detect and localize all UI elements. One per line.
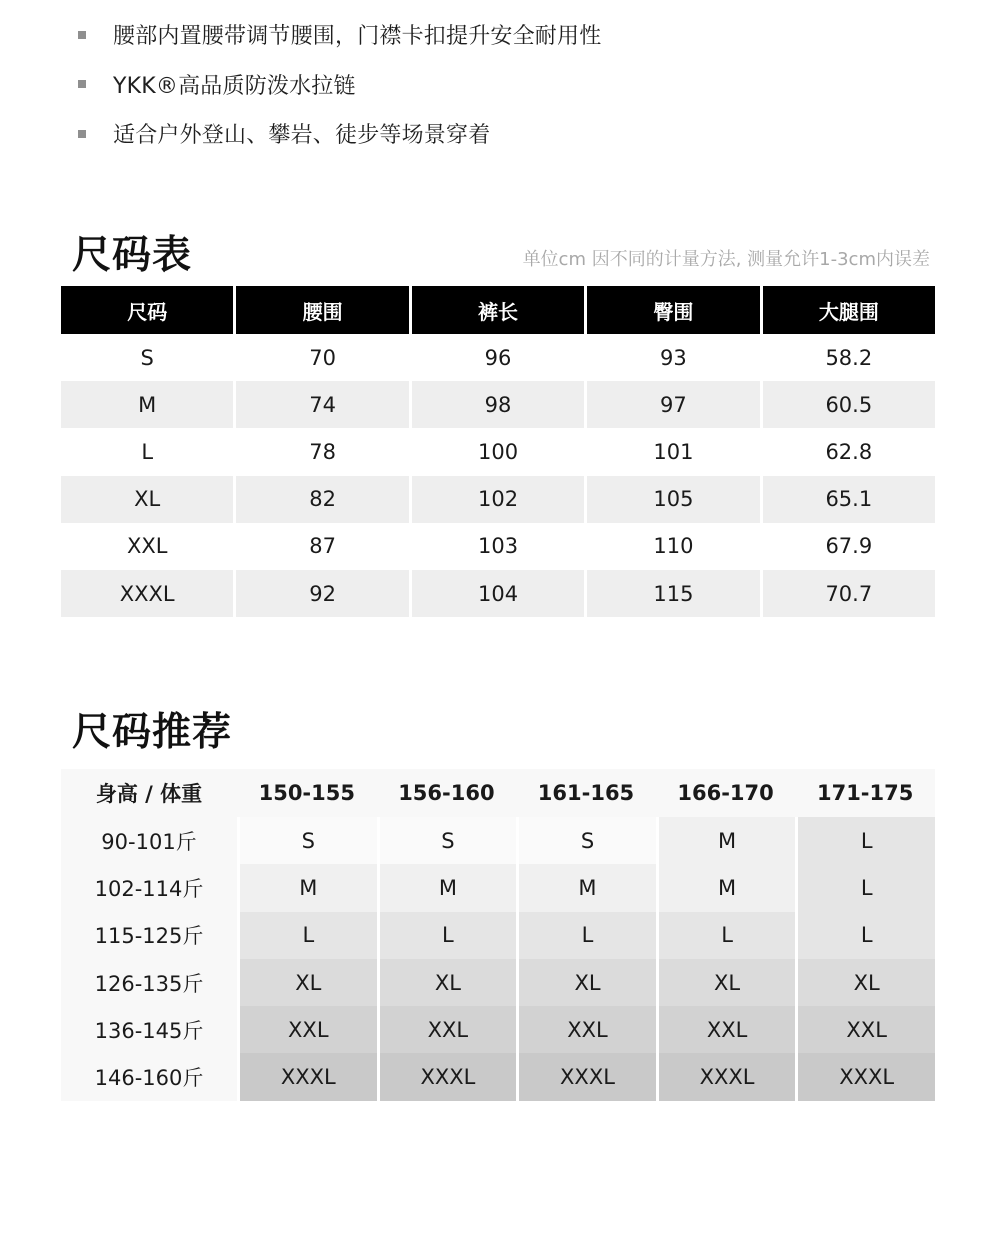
feature-text: 适合户外登山、攀岩、徒步等场景穿着 [113,123,491,149]
size-cell: M [61,381,233,428]
thigh-cell: 67.9 [763,523,935,570]
weight-range-label: 102-114斤 [61,864,237,911]
size-recommendation-table [61,769,935,1101]
height-range-header: 156-160 [377,769,517,817]
recommended-size-cell: XL [380,959,517,1006]
measurement-note: 单位cm 因不同的计量方法, 测量允许1-3cm内误差 [522,249,930,270]
column-header-hip: 臀围 [587,286,759,334]
length-cell: 96 [412,334,584,381]
feature-item [78,109,958,159]
recommended-size-cell: XL [659,959,796,1006]
recommended-size-cell: XL [798,959,935,1006]
recommended-size-cell: XXXL [519,1053,656,1100]
waist-cell: 70 [236,334,408,381]
waist-cell: 82 [236,476,408,523]
waist-cell: 78 [236,428,408,475]
column-header-size: 尺码 [61,286,233,334]
recommended-size-cell: L [519,912,656,959]
table-row [61,959,935,1006]
thigh-cell: 58.2 [763,334,935,381]
waist-cell: 87 [236,523,408,570]
table-row [61,570,935,617]
recommended-size-cell: XL [519,959,656,1006]
feature-item [78,60,958,110]
weight-range-label: 115-125斤 [61,912,237,959]
square-bullet-icon [78,130,86,138]
size-cell: XL [61,476,233,523]
recommended-size-cell: XXL [659,1006,796,1053]
thigh-cell: 60.5 [763,381,935,428]
size-chart-table [61,286,935,617]
recommended-size-cell: XXXL [798,1053,935,1100]
recommended-size-cell: M [659,864,796,911]
thigh-cell: 62.8 [763,428,935,475]
size-chart-header-row [61,286,935,334]
recommended-size-cell: XXL [240,1006,377,1053]
table-row [61,428,935,475]
recommended-size-cell: S [519,817,656,864]
recommended-size-cell: L [798,864,935,911]
recommendation-header-row [61,769,935,817]
table-row [61,864,935,911]
table-row [61,1006,935,1053]
waist-cell: 92 [236,570,408,617]
length-cell: 102 [412,476,584,523]
recommended-size-cell: M [659,817,796,864]
length-cell: 98 [412,381,584,428]
recommended-size-cell: L [798,912,935,959]
recommended-size-cell: XXXL [380,1053,517,1100]
recommended-size-cell: XXL [380,1006,517,1053]
hip-cell: 93 [587,334,759,381]
table-row [61,381,935,428]
feature-item [78,10,958,60]
square-bullet-icon [78,31,86,39]
table-row [61,1053,935,1100]
column-header-length: 裤长 [412,286,584,334]
recommended-size-cell: XXL [798,1006,935,1053]
size-recommendation-title: 尺码推荐 [72,710,233,755]
length-cell: 100 [412,428,584,475]
recommended-size-cell: M [380,864,517,911]
height-range-header: 161-165 [516,769,656,817]
weight-range-label: 136-145斤 [61,1006,237,1053]
recommended-size-cell: L [798,817,935,864]
recommended-size-cell: L [380,912,517,959]
table-row [61,912,935,959]
recommended-size-cell: XXXL [240,1053,377,1100]
table-row [61,523,935,570]
thigh-cell: 70.7 [763,570,935,617]
weight-range-label: 90-101斤 [61,817,237,864]
hip-cell: 101 [587,428,759,475]
recommended-size-cell: M [240,864,377,911]
height-range-header: 171-175 [795,769,935,817]
hip-cell: 97 [587,381,759,428]
weight-range-label: 146-160斤 [61,1053,237,1100]
recommended-size-cell: XXL [519,1006,656,1053]
recommended-size-cell: L [240,912,377,959]
size-chart-title: 尺码表 [72,233,193,278]
corner-label: 身高 / 体重 [61,769,237,817]
size-cell: XXL [61,523,233,570]
height-range-header: 150-155 [237,769,377,817]
hip-cell: 110 [587,523,759,570]
height-range-header: 166-170 [656,769,796,817]
recommended-size-cell: XL [240,959,377,1006]
recommended-size-cell: XXXL [659,1053,796,1100]
square-bullet-icon [78,80,86,88]
recommended-size-cell: S [380,817,517,864]
table-row [61,476,935,523]
length-cell: 104 [412,570,584,617]
weight-range-label: 126-135斤 [61,959,237,1006]
waist-cell: 74 [236,381,408,428]
length-cell: 103 [412,523,584,570]
size-cell: XXXL [61,570,233,617]
size-cell: L [61,428,233,475]
thigh-cell: 65.1 [763,476,935,523]
feature-list [78,10,958,159]
hip-cell: 105 [587,476,759,523]
feature-text: 腰部内置腰带调节腰围，门襟卡扣提升安全耐用性 [113,24,602,50]
column-header-thigh: 大腿围 [763,286,935,334]
feature-text: YKK®高品质防泼水拉链 [113,73,356,99]
size-cell: S [61,334,233,381]
recommended-size-cell: M [519,864,656,911]
column-header-waist: 腰围 [236,286,408,334]
recommended-size-cell: S [240,817,377,864]
hip-cell: 115 [587,570,759,617]
table-row [61,334,935,381]
recommended-size-cell: L [659,912,796,959]
table-row [61,817,935,864]
